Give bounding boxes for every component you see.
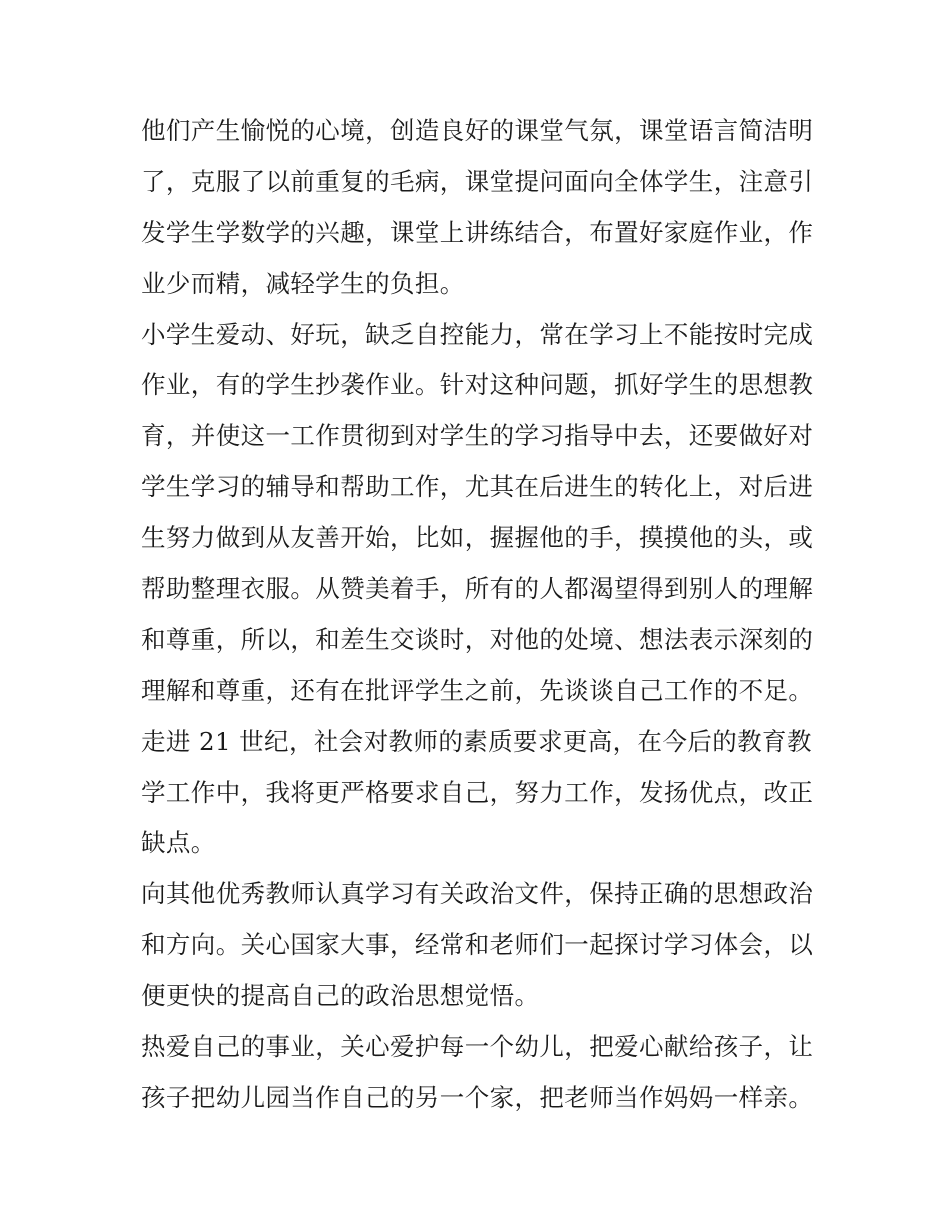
- text-line: 走进 21 世纪，社会对教师的素质要求更高，在今后的教育教: [141, 726, 812, 756]
- text-line: 学生学习的辅导和帮助工作，尤其在后进生的转化上，对后进: [141, 472, 814, 502]
- text-line: 发学生学数学的兴趣，课堂上讲练结合，布置好家庭作业，作: [141, 217, 814, 247]
- text-line: 便更快的提高自己的政治思想觉悟。: [141, 981, 540, 1011]
- text-line: 热爱自己的事业，关心爱护每一个幼儿，把爱心献给孩子，让: [141, 1032, 814, 1062]
- text-line: 育，并使这一工作贯彻到对学生的学习指导中去，还要做好对: [141, 421, 814, 451]
- text-line: 作业，有的学生抄袭作业。针对这种问题，抓好学生的思想教: [141, 370, 814, 400]
- text-line: 孩子把幼儿园当作自己的另一个家，把老师当作妈妈一样亲。: [141, 1082, 814, 1112]
- text-line: 学工作中，我将更严格要求自己，努力工作，发扬优点，改正: [141, 777, 814, 807]
- text-line: 和方向。关心国家大事，经常和老师们一起探讨学习体会，以: [141, 930, 814, 960]
- text-line: 他们产生愉悦的心境，创造良好的课堂气氛，课堂语言简洁明: [141, 116, 814, 145]
- text-line: 了，克服了以前重复的毛病，课堂提问面向全体学生，注意引: [141, 166, 814, 196]
- text-line: 理解和尊重，还有在批评学生之前，先谈谈自己工作的不足。: [141, 675, 814, 705]
- text-line: 帮助整理衣服。从赞美着手，所有的人都渴望得到别人的理解: [141, 574, 814, 604]
- document-body: [141, 106, 821, 1124]
- text-line: 业少而精，减轻学生的负担。: [141, 268, 465, 298]
- text-line: 生努力做到从友善开始，比如，握握他的手，摸摸他的头，或: [141, 523, 814, 553]
- text-line: 向其他优秀教师认真学习有关政治文件，保持正确的思想政治: [141, 879, 814, 909]
- text-line: 和尊重，所以，和差生交谈时，对他的处境、想法表示深刻的: [141, 624, 814, 654]
- text-line: 缺点。: [141, 828, 216, 858]
- text-line: 小学生爱动、好玩，缺乏自控能力，常在学习上不能按时完成: [141, 319, 814, 349]
